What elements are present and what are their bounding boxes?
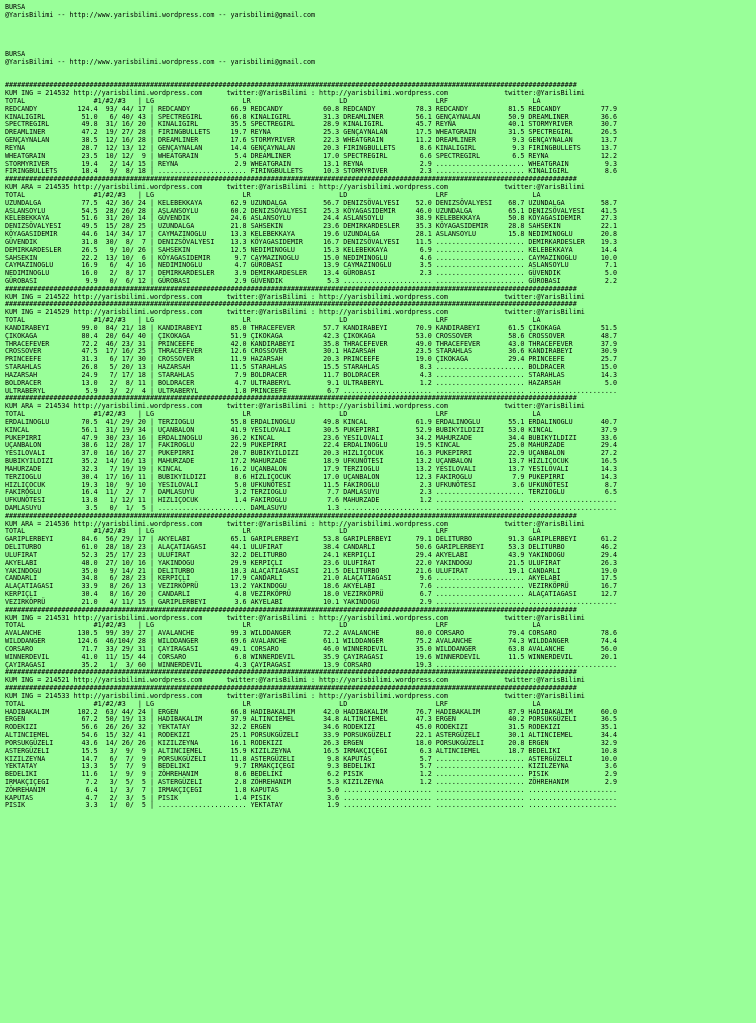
text-line: UÇANBALON 38.6 12/ 28/ 17 | FAKIROGLU 22.9 PUKEPIRRI 22.4 ERDALINOGLU 19.5 KINCAL 25.0 MAHURZADE 29.4 <box>5 441 617 450</box>
text-line: REYNA 28.7 12/ 13/ 12 | GENÇAYNALAN 14.4 GENÇAYNALAN 20.3 FIRINGBULLETS 8.6 KINALIGIRL 9.3 FIRINGBULLETS 13.7 <box>5 143 617 152</box>
text-line: KUM ARA = 214535 http://yarisbilimi.wordpress.com twitter:@YarisBilimi : http://yarisbilimi.wordpress.com twitter:@YarisBilimi <box>5 183 585 192</box>
text-line: DELITURBO 61.0 28/ 18/ 23 | ALAÇATIAGASI 44.1 ULUFIRAT 38.4 CANDARLI 50.6 GARIPLERBEYI 53.3 DELITURBO 46.2 <box>5 543 617 552</box>
text-line: CORSARO 71.7 33/ 29/ 31 | ÇAYIRAGASI 49.1 CORSARO 46.0 WINNERDEVIL 35.0 WILDDANGER 63.8 AVALANCHE 56.0 <box>5 644 617 653</box>
text-line: HIZLIÇOCUK 19.3 10/ 9/ 10 | YESILOVALI 5.0 UFKUNÖTESI 11.5 FAKIROGLU 2.3 UFKUNÖTESI 3.6 UFKUNÖTESI 8.7 <box>5 480 617 489</box>
text-line: DENIZSÖVALYESI 49.5 15/ 28/ 25 | UZUNDALGA 21.8 SAHSEKIN 23.6 DEMIRKARDESLER 35.3 KÖYAGASIDEMIR 28.8 SAHSEKIN 22.1 <box>5 222 617 231</box>
text-line: FAKIROGLU 16.4 11/ 2/ 7 | DAMLASUYU 3.2 TERZIOGLU 7.7 DAMLASUYU 2.3 ...................... TERZIOGLU 6.5 <box>5 488 617 497</box>
text-line: IRMAKÇIÇEGI 7.2 3/ 5/ 5 | ASTERGÜZELI 2.8 ZÖHREHANIM 5.3 KIZILZEYNA 1.2 ...................... ZÖHREHANIM 2.9 <box>5 777 617 786</box>
text-line: CROSSOVER 47.5 17/ 16/ 25 | THRACEFEVER 12.6 CROSSOVER 30.1 HAZARSAH 23.5 STARAHLAS 36.6 KANDIRABEYI 30.9 <box>5 347 617 356</box>
text-line: VEZIRKÖPRÜ 21.0 4/ 11/ 15 | GARIPLERBEYI 3.6 AKYELABI 10.1 YAKINDOGU 2.9 ...................... ...................... <box>5 597 617 606</box>
text-line: HAZARSAH 24.9 7/ 17/ 18 | STARAHLAS 7.9 BOLDRACER 11.7 BOLDRACER 4.3 ...................... STARAHLAS 14.3 <box>5 370 617 379</box>
text-line: WILDDANGER 124.6 46/104/ 28 | WILDDANGER 69.6 AVALANCHE 61.1 WILDDANGER 75.2 AVALANCHE 74.3 WILDDANGER 74.4 <box>5 637 617 646</box>
text-line: KUM ING = 214532 http://yarisbilimi.wordpress.com twitter:@YarisBilimi : http://yarisbilimi.wordpress.com twitter:@YarisBilimi <box>5 89 585 98</box>
text-line: YESILOVALI 37.0 16/ 16/ 27 | PUKEPIRRI 20.7 BUBIKYILDIZI 20.3 HIZLIÇOCUK 16.3 PUKEPIRRI 22.9 UÇANBALON 27.2 <box>5 449 617 458</box>
text-line <box>5 43 751 51</box>
text-line: SPECTREGIRL 49.8 31/ 16/ 20 | KINALIGIRL 35.5 SPECTREGIRL 28.9 KINALIGIRL 45.7 REYNA 40.1 STORMYRIVER 30.7 <box>5 120 617 129</box>
text-line: WHEATGRAIN 23.5 10/ 12/ 9 | WHEATGRAIN 5.4 DREAMLINER 17.0 SPECTREGIRL 6.6 SPECTREGIRL 6.5 REYNA 12.2 <box>5 151 617 160</box>
text-line: ASTERGÜZELI 15.5 3/ 9/ 9 | ALTINCIEMEL 15.9 KIZILZEYNA 16.5 IRMAKÇIÇEGI 6.3 ALTINCIEMEL 18.7 BEDELIKI 10.8 <box>5 746 617 755</box>
text-line: CANDARLI 34.8 6/ 28/ 23 | KERPIÇLI 17.9 CANDARLI 21.0 ALAÇATIAGASI 9.6 ...................... AKYELABI 17.5 <box>5 574 617 583</box>
text-line: TOTAL #1/#2/#3 | LG LR LD LRF LA <box>5 527 541 536</box>
text-line: ÇAYIRAGASI 35.2 1/ 3/ 60 | WINNERDEVIL 4.3 ÇAYIRAGASI 13.9 CORSARO 19.3 ...................... ...................... <box>5 660 617 669</box>
text-line: ############################################################################################################################################## <box>5 668 577 677</box>
text-line: KUM ING = 214533 http://yarisbilimi.wordpress.com twitter:@YarisBilimi : http://yarisbilimi.wordpress.com twitter:@YarisBilimi <box>5 691 585 700</box>
text-line: ############################################################################################################################################## <box>5 81 577 90</box>
text-line: UZUNDALGA 77.5 42/ 36/ 24 | KELEBEKKAYA 62.9 UZUNDALGA 56.7 DENIZSÖVALYESI 52.0 DENIZSÖVALYESI 68.7 UZUNDALGA 58.7 <box>5 198 617 207</box>
text-line: TOTAL #1/#2/#3 | LG LR LD LRF LA <box>5 621 541 630</box>
text-line: ############################################################################################################################################## <box>5 684 577 693</box>
text-line: FIRINGBULLETS 18.4 9/ 8/ 18 | ...................... FIRINGBULLETS 10.3 STORMYRIVER 2.3 ...................... KINALIGIRL 8.6 <box>5 167 617 176</box>
text-line: KINALIGIRL 51.0 6/ 40/ 43 | SPECTREGIRL 66.8 KINALIGIRL 31.3 DREAMLINER 56.1 GENÇAYNALAN 50.9 DREAMLINER 36.6 <box>5 112 617 121</box>
text-line: THRACEFEVER 72.2 46/ 23/ 31 | PRINCEEFE 42.0 KANDIRABEYI 35.8 THRACEFEVER 49.0 THRACEFEVER 43.0 THRACEFEVER 37.9 <box>5 339 617 348</box>
text-line: KUM ING = 214531 http://yarisbilimi.wordpress.com twitter:@YarisBilimi : http://yarisbilimi.wordpress.com twitter:@YarisBilimi <box>5 613 585 622</box>
text-line: KUM ARA = 214536 http://yarisbilimi.wordpress.com twitter:@YarisBilimi : http://yarisbilimi.wordpress.com twitter:@YarisBilimi <box>5 519 585 528</box>
text-line: GÜVENDIK 31.8 30/ 8/ 7 | DENIZSÖVALYESI 13.3 KÖYAGASIDEMIR 16.7 DENIZSÖVALYESI 11.5 ...................... DEMIRKARDESLER 19.3 <box>5 237 617 246</box>
text-line: @YarisBilimi -- http://www.yarisbilimi.wordpress.com -- yarisbilimi@gmail.com <box>5 57 316 66</box>
text-line: GÜROBASI 9.9 0/ 6/ 12 | GÜROBASI 2.9 GÜVENDIK 5.3 ...................... ...................... GÜROBASI 2.2 <box>5 276 617 285</box>
text-line: YAKINDOGU 35.0 9/ 14/ 21 | DELITURBO 18.3 ALAÇATIAGASI 21.5 DELITURBO 21.6 ULUFIRAT 19.1 CANDARLI 19.0 <box>5 566 617 575</box>
text-line: ZÖHREHANIM 6.4 1/ 3/ 7 | IRMAKÇIÇEGI 1.8 KAPUTAS 5.0 ...................... ...................... ...................... <box>5 785 617 794</box>
text-line: KAPUTAS 4.7 2/ 3/ 5 | PISIK 1.4 PISIK 3.6 ...................... ...................... ...................... <box>5 793 617 802</box>
text-line: STORMYRIVER 19.4 2/ 14/ 15 | REYNA 2.9 WHEATGRAIN 13.1 REYNA 2.9 ...................... WHEATGRAIN 9.3 <box>5 159 617 168</box>
text-line: TERZIOGLU 30.4 17/ 16/ 11 | BUBIKYILDIZI 8.6 HIZLIÇOCUK 17.0 UÇANBALON 12.3 FAKIROGLU 7.9 PUKEPIRRI 14.3 <box>5 472 617 481</box>
text-line: TOTAL #1/#2/#3 | LG LR LD LRF LA <box>5 699 541 708</box>
text-line: HADIBAKALIM 102.2 63/ 44/ 24 | ERGEN 66.8 HADIBAKALIM 42.0 HADIBAKALIM 76.7 HADIBAKALIM 87.9 HADIBAKALIM 60.0 <box>5 707 617 716</box>
text-line: ALTINCIEMEL 54.6 15/ 32/ 41 | RODEKIZI 25.1 PORSUKGÜZELI 33.9 PORSUKGÜZELI 22.1 ASTERGÜZELI 30.1 ALTINCIEMEL 34.4 <box>5 731 617 740</box>
text-line: UFKUNÖTESI 13.8 1/ 12/ 11 | HIZLIÇOCUK 1.4 FAKIROGLU 7.6 MAHURZADE 1.2 ...................... ...................... <box>5 496 617 505</box>
text-line: ############################################################################################################################################## <box>5 605 577 614</box>
text-line: MAHURZADE 32.3 7/ 19/ 19 | KINCAL 16.2 UÇANBALON 17.9 TERZIOGLU 13.2 YESILOVALI 13.7 YESILOVALI 14.3 <box>5 464 617 473</box>
text-line: KELEBEKKAYA 51.6 31/ 20/ 14 | GÜVENDIK 24.6 ASLANSOYLU 24.4 ASLANSOYLU 38.9 KELEBEKKAYA 50.8 KÖYAGASIDEMIR 27.3 <box>5 214 617 223</box>
text-line: WINNERDEVIL 41.0 11/ 15/ 44 | CORSARO 6.8 WINNERDEVIL 35.9 ÇAYIRAGASI 19.6 WINNERDEVIL 11.5 WINNERDEVIL 20.1 <box>5 652 617 661</box>
text-line: YEKTATAY 13.3 5/ 7/ 9 | BEDELIKI 9.7 IRMAKÇIÇEGI 9.3 BEDELIKI 5.7 ...................... KIZILZEYNA 3.6 <box>5 762 617 771</box>
text-line: PISIK 3.3 1/ 0/ 5 | ...................... YEKTATAY 1.9 ...................... ...................... ...................... <box>5 801 617 810</box>
text-line: ALAÇATIAGASI 33.9 8/ 26/ 13 | VEZIRKÖPRÜ 13.2 YAKINDOGU 18.6 AKYELABI 7.6 ...................... VEZIRKÖPRÜ 16.7 <box>5 582 617 591</box>
text-line: ÇIKOKAGA 80.4 20/ 64/ 40 | ÇIKOKAGA 51.9 ÇIKOKAGA 42.3 ÇIKOKAGA 53.0 CROSSOVER 58.6 CROSSOVER 48.7 <box>5 331 617 340</box>
text-line: TOTAL #1/#2/#3 | LG LR LD LRF LA <box>5 96 541 105</box>
text-line: AVALANCHE 130.5 99/ 39/ 27 | AVALANCHE 99.3 WILDDANGER 72.2 AVALANCHE 80.0 CORSARO 79.4 CORSARO 78.6 <box>5 629 617 638</box>
text-line: ############################################################################################################################################## <box>5 511 577 520</box>
text-line: ############################################################################################################################################## <box>5 175 577 184</box>
text-line: ASLANSOYLU 54.5 28/ 26/ 28 | ASLANSOYLU 60.2 DENIZSÖVALYESI 25.3 KÖYAGASIDEMIR 46.0 UZUNDALGA 65.1 DENIZSÖVALYESI 41.5 <box>5 206 617 215</box>
text-line: CAYMAZINOGLU 16.9 6/ 4/ 16 | NEDIMINOGLU 4.7 GÜROBASI 13.9 CAYMAZINOGLU 3.5 ...................... ASLANSOYLU 7.1 <box>5 261 617 270</box>
text-line: DREAMLINER 47.2 19/ 27/ 28 | FIRINGBULLETS 19.7 REYNA 25.3 GENÇAYNALAN 17.5 WHEATGRAIN 31.5 SPECTREGIRL 26.5 <box>5 128 617 137</box>
text-line: ERDALINOGLU 70.5 41/ 29/ 20 | TERZIOGLU 55.8 ERDALINOGLU 49.8 KINCAL 61.9 ERDALINOGLU 55.1 ERDALINOGLU 40.7 <box>5 417 617 426</box>
text-line: KINCAL 56.1 31/ 19/ 34 | UÇANBALON 41.9 YESILOVALI 30.5 PUKEPIRRI 52.9 BUBIKYILDIZI 53.0 KINCAL 37.9 <box>5 425 617 434</box>
text-line: ERGEN 67.2 50/ 19/ 13 | HADIBAKALIM 37.9 ALTINCIEMEL 34.8 ALTINCIEMEL 47.3 ERGEN 40.2 PORSUKGÜZELI 36.5 <box>5 715 617 724</box>
text-line: STARAHLAS 26.8 5/ 20/ 13 | HAZARSAH 11.5 STARAHLAS 15.5 STARAHLAS 8.3 ...................... BOLDRACER 15.0 <box>5 363 617 372</box>
text-line: KUM ING = 214521 http://yarisbilimi.wordpress.com twitter:@YarisBilimi : http://yarisbilimi.wordpress.com twitter:@YarisBilimi <box>5 676 585 685</box>
text-line: ULUFIRAT 52.3 25/ 17/ 23 | ULUFIRAT 32.2 DELITURBO 24.1 KERPIÇLI 29.4 AKYELABI 43.9 YAKINDOGU 29.4 <box>5 550 617 559</box>
text-line: BEDELIKI 11.6 1/ 9/ 9 | ZÖHREHANIM 8.6 BEDELIKI 6.2 PISIK 1.2 ...................... PISIK 2.9 <box>5 770 617 779</box>
text-line: PORSUKGÜZELI 43.6 14/ 26/ 26 | KIZILZEYNA 16.1 RODEKIZI 26.3 ERGEN 18.0 PORSUKGÜZELI 20.8 ERGEN 32.9 <box>5 738 617 747</box>
text-line: KERPIÇLI 30.4 8/ 16/ 20 | CANDARLI 4.8 VEZIRKÖPRÜ 18.0 VEZIRKÖPRÜ 6.7 ...................... ALAÇATIAGASI 12.7 <box>5 590 617 599</box>
text-line: ############################################################################################################################################## <box>5 394 577 403</box>
text-line: PUKEPIRRI 47.9 30/ 23/ 16 | ERDALINOGLU 36.2 KINCAL 23.6 YESILOVALI 34.2 MAHURZADE 34.4 BUBIKYILDIZI 33.6 <box>5 433 617 442</box>
text-line: TOTAL #1/#2/#3 | LG LR LD LRF LA <box>5 410 541 419</box>
text-line: NEDIMINOGLU 16.0 2/ 8/ 17 | DEMIRKARDESLER 3.9 DEMIRKARDESLER 13.4 GÜROBASI 2.3 ...................... GÜVENDIK 5.0 <box>5 269 617 278</box>
text-line: ############################################################################################################################################## <box>5 284 577 293</box>
text-line: BUBIKYILDIZI 35.2 14/ 16/ 13 | MAHURZADE 17.2 MAHURZADE 18.9 UFKUNÖTESI 13.2 UÇANBALON 13.7 HIZLIÇOCUK 16.5 <box>5 457 617 466</box>
text-line: TOTAL #1/#2/#3 | LG LR LD LRF LA <box>5 190 541 199</box>
text-line: SAHSEKIN 22.2 13/ 10/ 6 | KÖYAGASIDEMIR 9.7 CAYMAZINOGLU 15.0 NEDIMINOGLU 4.6 ...................... CAYMAZINOGLU 10.0 <box>5 253 617 262</box>
text-line: ############################################################################################################################################## <box>5 300 577 309</box>
text-line: TOTAL #1/#2/#3 | LG LR LD LRF LA <box>5 316 541 325</box>
text-line: KÖYAGASIDEMIR 44.6 14/ 34/ 17 | CAYMAZINOGLU 13.3 KELEBEKKAYA 19.6 UZUNDALGA 28.1 ASLANSOYLU 15.8 NEDIMINOGLU 20.8 <box>5 230 617 239</box>
text-line: ULTRABERYL 5.9 3/ 2/ 4 | ULTRABERYL 1.8 PRINCEEFE 6.7 ...................... ...................... ...................... <box>5 386 617 395</box>
text-line: KUM ING = 214529 http://yarisbilimi.wordpress.com twitter:@YarisBilimi : http://yarisbilimi.wordpress.com twitter:@YarisBilimi <box>5 308 585 317</box>
text-line: RODEKIZI 56.6 26/ 26/ 32 | YEKTATAY 32.2 ERGEN 34.6 RODEKIZI 45.0 RODEKIZI 31.5 RODEKIZI 35.1 <box>5 723 617 732</box>
text-line: AKYELABI 48.0 27/ 10/ 16 | YAKINDOGU 29.9 KERPIÇLI 23.6 ULUFIRAT 22.0 YAKINDOGU 21.5 ULUFIRAT 26.3 <box>5 558 617 567</box>
text-line: DAMLASUYU 3.5 0/ 1/ 5 | ...................... DAMLASUYU 1.3 ...................... ...................... ...................... <box>5 504 617 512</box>
text-line: BURSA <box>5 49 26 58</box>
text-line: KUM ARA = 214534 http://yarisbilimi.wordpress.com twitter:@YarisBilimi : http://yarisbilimi.wordpress.com twitter:@YarisBilimi <box>5 402 585 411</box>
text-line: PRINCEEFE 31.3 6/ 17/ 30 | CROSSOVER 11.9 HAZARSAH 20.3 PRINCEEFE 19.0 ÇIKOKAGA 29.4 PRINCEEFE 25.7 <box>5 355 617 364</box>
text-line: KUM ING = 214522 http://yarisbilimi.wordpress.com twitter:@YarisBilimi : http://yarisbilimi.wordpress.com twitter:@YarisBilimi <box>5 292 585 301</box>
text-line: REDCANDY 124.4 93/ 44/ 17 | REDCANDY 66.9 REDCANDY 60.8 REDCANDY 78.3 REDCANDY 81.5 REDCANDY 77.9 <box>5 104 617 113</box>
text-line: @YarisBilimi -- http://www.yarisbilimi.wordpress.com -- yarisbilimi@gmail.com <box>5 10 316 19</box>
text-line: BOLDRACER 13.0 2/ 8/ 11 | BOLDRACER 4.7 ULTRABERYL 9.1 ULTRABERYL 1.2 ...................... HAZARSAH 5.0 <box>5 378 617 387</box>
text-line: DEMIRKARDESLER 26.5 9/ 10/ 26 | SAHSEKIN 12.5 NEDIMINOGLU 15.3 KELEBEKKAYA 6.9 ...................... KELEBEKKAYA 14.4 <box>5 245 617 254</box>
text-line <box>5 67 751 75</box>
text-line: KIZILZEYNA 14.7 6/ 7/ 9 | PORSUKGÜZELI 11.8 ASTERGÜZELI 9.8 KAPUTAS 5.7 ...................... ASTERGÜZELI 10.0 <box>5 754 617 763</box>
text-line <box>5 27 751 35</box>
text-line: BURSA <box>5 3 26 11</box>
text-line: KANDIRABEYI 99.0 84/ 21/ 18 | KANDIRABEYI 85.0 THRACEFEVER 57.7 KANDIRABEYI 70.9 KANDIRABEYI 61.5 ÇIKOKAGA 51.5 <box>5 323 617 332</box>
text-line: GENÇAYNALAN 38.5 12/ 16/ 28 | DREAMLINER 17.6 STORMYRIVER 22.3 WHEATGRAIN 11.2 DREAMLINER 9.3 GENÇAYNALAN 13.7 <box>5 136 617 145</box>
text-line <box>5 35 751 43</box>
text-line <box>5 20 751 28</box>
text-line: GARIPLERBEYI 84.6 56/ 29/ 17 | AKYELABI 65.1 GARIPLERBEYI 53.8 GARIPLERBEYI 79.1 DELITURBO 91.3 GARIPLERBEYI 61.2 <box>5 535 617 544</box>
